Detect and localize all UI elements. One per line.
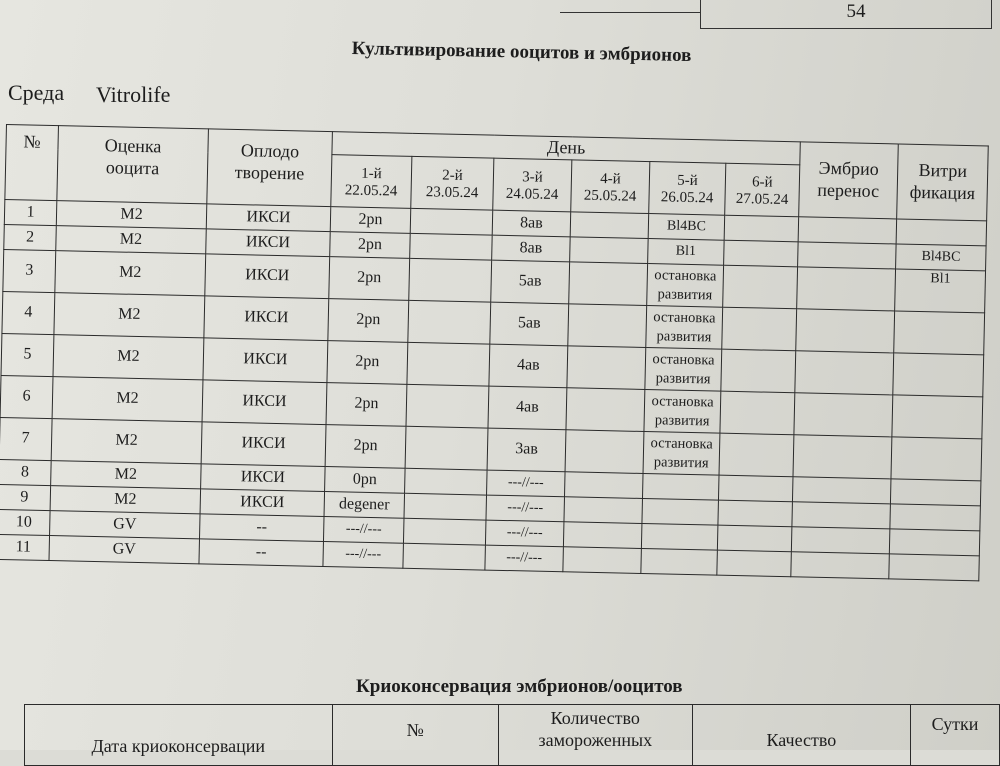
- row-transfer: [796, 309, 895, 353]
- row-grade: M2: [50, 486, 201, 514]
- row-day-5: остановка развития: [643, 431, 720, 475]
- row-num: 11: [0, 534, 50, 560]
- cryo-header-days-text: Сутки: [931, 714, 979, 734]
- header-fertilization: Оплодо творение: [207, 129, 333, 207]
- row-day-3: 3ав: [487, 428, 566, 472]
- culture-table-wrapper: [0, 124, 989, 581]
- row-day-5: остановка развития: [645, 348, 722, 392]
- previous-table-value: 54: [846, 1, 866, 22]
- row-transfer: [795, 351, 894, 395]
- row-day-3: 5ав: [490, 302, 569, 346]
- previous-table-edge: [560, 0, 700, 13]
- row-fert: --: [199, 514, 324, 542]
- row-fert: ИКСИ: [201, 422, 326, 467]
- header-day-2: [411, 156, 494, 210]
- row-num: 4: [2, 291, 55, 334]
- header-day-5: [649, 162, 726, 216]
- row-day-2: [405, 426, 488, 470]
- row-day-5: остановка развития: [646, 306, 723, 350]
- row-num: 6: [0, 375, 53, 418]
- row-day-4: [565, 472, 644, 499]
- row-day-4: [567, 346, 646, 390]
- medium-label: Среда: [8, 80, 65, 105]
- row-vitri: [890, 504, 981, 531]
- row-transfer: [793, 435, 892, 479]
- row-vitri: [892, 395, 983, 439]
- row-day-1: 2pn: [330, 207, 411, 234]
- row-day-3: 4ав: [489, 344, 568, 388]
- row-day-2: [409, 258, 492, 302]
- row-transfer: [791, 552, 890, 579]
- row-day-1: 0pn: [325, 467, 406, 494]
- previous-table-cell: [700, 0, 992, 29]
- cryo-table: [24, 704, 1000, 766]
- row-num: 1: [4, 199, 57, 225]
- row-day-3: 8ав: [492, 210, 571, 237]
- day-4-label: 4-й: [600, 170, 621, 188]
- row-grade: M2: [53, 335, 204, 380]
- row-fert: ИКСИ: [206, 229, 331, 257]
- row-num: 2: [4, 224, 57, 250]
- row-day-1: 2pn: [329, 257, 410, 301]
- row-grade: M2: [56, 201, 207, 229]
- row-day-3: ---//---: [485, 545, 564, 572]
- cryo-header-count-line2: замороженных: [538, 730, 653, 750]
- row-day-4: [563, 547, 642, 574]
- header-day: День: [332, 132, 800, 165]
- row-num: 9: [0, 484, 51, 510]
- row-day-4: [563, 522, 642, 549]
- row-day-4: [569, 262, 648, 306]
- row-fert: ИКСИ: [205, 254, 330, 299]
- cryo-section-title: Криоконсервация эмбрионов/ооцитов: [356, 676, 683, 697]
- row-day-6: [723, 265, 798, 309]
- cryo-header-num: [332, 705, 498, 766]
- row-fert: ИКСИ: [200, 489, 325, 517]
- row-day-6: [718, 475, 793, 502]
- row-day-1: 2pn: [328, 299, 409, 343]
- row-day-6: [720, 391, 795, 435]
- row-grade: M2: [51, 419, 202, 464]
- row-day-6: [717, 550, 792, 577]
- row-day-1: degener: [324, 492, 405, 519]
- row-day-4: [568, 304, 647, 348]
- row-day-2: [406, 384, 489, 428]
- culture-table: [0, 124, 989, 581]
- day-1-label: 1-й: [361, 165, 382, 182]
- row-day-5: [642, 498, 719, 525]
- row-day-1: 2pn: [330, 232, 411, 259]
- row-day-4: [564, 497, 643, 524]
- row-fert: --: [199, 539, 324, 567]
- medium-value: Vitrolife: [96, 82, 171, 107]
- row-transfer: [798, 242, 897, 269]
- header-vitrification: Витри фикация: [897, 144, 989, 221]
- row-day-3: 5ав: [491, 260, 570, 304]
- row-transfer: [797, 267, 896, 311]
- row-vitri: [890, 479, 981, 506]
- cryo-header-date: [25, 705, 333, 766]
- cryo-header-count: [498, 705, 692, 766]
- row-vitri: [891, 437, 982, 481]
- cryo-header-quality-text: Качество: [766, 730, 837, 750]
- row-day-5: Bl1: [648, 239, 725, 266]
- row-day-2: [410, 208, 493, 235]
- row-day-3: ---//---: [485, 520, 564, 547]
- row-fert: ИКСИ: [204, 296, 329, 341]
- header-day-6: [725, 163, 800, 217]
- row-transfer: [792, 502, 891, 529]
- day-3-date: 24.05.24: [505, 185, 559, 204]
- row-day-4: [565, 430, 644, 474]
- row-transfer: [791, 527, 890, 554]
- row-vitri: [894, 311, 985, 355]
- row-grade: M2: [51, 461, 202, 489]
- cryo-header-count-line1: Количество: [550, 708, 640, 728]
- cryo-header-days: [911, 705, 1000, 766]
- row-day-1: 2pn: [326, 383, 407, 427]
- row-day-3: 4ав: [488, 386, 567, 430]
- row-vitri: [889, 554, 980, 581]
- row-day-2: [404, 493, 487, 520]
- day-3-label: 3-й: [522, 169, 543, 186]
- row-day-3: ---//---: [486, 495, 565, 522]
- row-vitri: [889, 529, 980, 556]
- row-day-4: [570, 212, 649, 239]
- row-num: 7: [0, 417, 52, 460]
- row-transfer: [792, 477, 891, 504]
- row-transfer: [798, 217, 897, 244]
- row-day-2: [405, 468, 488, 495]
- row-day-4: [570, 237, 649, 264]
- row-fert: ИКСИ: [206, 204, 331, 232]
- row-grade: M2: [52, 377, 203, 422]
- row-grade: M2: [54, 293, 205, 338]
- header-day-1: [331, 155, 412, 209]
- cryo-header-quality: [692, 705, 910, 766]
- row-day-6: [721, 349, 796, 393]
- row-day-5: [642, 473, 719, 500]
- row-day-5: остановка развития: [647, 264, 724, 308]
- row-num: 8: [0, 459, 51, 485]
- row-grade: GV: [50, 511, 201, 539]
- cryo-table-wrapper: [24, 704, 1000, 766]
- row-day-5: Bl4BC: [648, 214, 725, 241]
- row-grade: GV: [49, 536, 200, 564]
- row-day-2: [407, 342, 490, 386]
- day-6-date: 27.05.24: [735, 190, 789, 209]
- day-2-date: 23.05.24: [425, 184, 479, 202]
- row-day-5: [641, 523, 718, 550]
- day-5-date: 26.05.24: [660, 189, 714, 207]
- row-day-2: [403, 518, 486, 545]
- row-grade: M2: [56, 226, 207, 254]
- row-day-2: [410, 233, 493, 260]
- row-day-2: [408, 300, 491, 344]
- header-num: №: [5, 125, 59, 201]
- row-fert: ИКСИ: [201, 464, 326, 492]
- cryo-header-num-text: №: [406, 720, 424, 740]
- day-6-label: 6-й: [751, 174, 773, 191]
- cryo-header-row: [25, 705, 1000, 766]
- day-4-date: 25.05.24: [583, 187, 637, 205]
- row-day-6: [722, 307, 797, 351]
- row-day-5: [641, 548, 718, 575]
- row-day-1: 2pn: [325, 425, 406, 469]
- day-1-date: 22.05.24: [344, 182, 398, 200]
- row-day-6: [718, 500, 793, 527]
- row-transfer: [794, 393, 893, 437]
- day-5-label: 5-й: [676, 172, 698, 189]
- row-day-5: остановка развития: [644, 389, 721, 433]
- row-vitri: [896, 219, 987, 246]
- row-day-6: [719, 433, 794, 477]
- row-day-3: ---//---: [487, 470, 566, 497]
- header-day-3: [493, 158, 572, 212]
- row-day-1: 2pn: [327, 341, 408, 385]
- row-num: 5: [1, 333, 54, 376]
- row-fert: ИКСИ: [203, 338, 328, 383]
- culture-section-title: Культивирование ооцитов и эмбрионов: [351, 38, 692, 67]
- row-day-4: [566, 388, 645, 432]
- day-2-label: 2-й: [442, 167, 463, 184]
- header-day-4: [571, 160, 650, 214]
- row-fert: ИКСИ: [202, 380, 327, 425]
- row-num: 10: [0, 509, 50, 535]
- row-vitri: [893, 353, 984, 397]
- row-vitri: Bl1: [895, 269, 986, 313]
- row-day-1: ---//---: [323, 517, 404, 544]
- row-grade: M2: [55, 251, 206, 296]
- header-oocyte-grade: Оценка ооцита: [57, 126, 209, 204]
- row-vitri: Bl4BC: [896, 244, 987, 271]
- row-day-6: [724, 240, 799, 267]
- row-day-6: [717, 525, 792, 552]
- row-day-1: ---//---: [323, 542, 404, 569]
- cryo-header-date-text: Дата криоконсервации: [91, 736, 266, 756]
- header-transfer: Эмбрио перенос: [799, 142, 899, 219]
- row-day-6: [724, 215, 799, 242]
- row-day-3: 8ав: [492, 235, 571, 262]
- row-num: 3: [3, 249, 56, 292]
- row-day-2: [403, 543, 486, 570]
